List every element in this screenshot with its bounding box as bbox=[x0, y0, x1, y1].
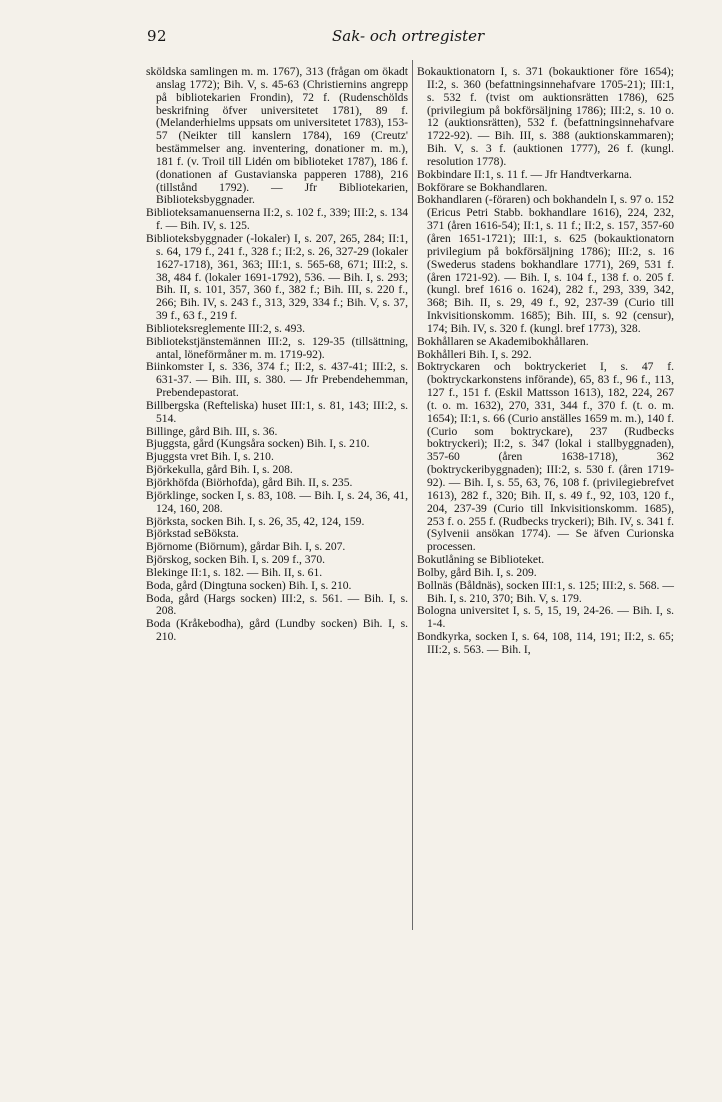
index-entry: Björkekulla, gård Bih. I, s. 208. bbox=[146, 463, 293, 477]
index-entry: Boda, gård (Hargs socken) III:2, s. 561. — Bih. I, s. 208. bbox=[146, 591, 408, 618]
column-divider bbox=[412, 60, 413, 930]
index-entry: Bokhandlaren (-föraren) och bokhandeln I, s. 97 o. 152 (Ericus Petri Stabb. bokhandlare 1616), 224, 232, 371 (åren 1616-54); II:1, s. 11 f.; II:2, s. 157, 357-60 (åren 1651-1721); III:1, s. 625 (bokauktionatorn privilegium på bokförsäljning 1786); III:2, s. 16 (Swederus stadens bokhandlare 1771), 269, 531 f. (åren 1721-92). — Bih. I, s. 104 f., 138 f. o. 205 f. (kungl. bref 1616 o. 1624), 282 f., 293, 339, 342, 368; Bih. II, s. 29, 49 f., 92, 237-39 (Curio till Inkvisitionskomm. 1685); Bih. III, s. 92 (censur), 174; Bih. IV, s. 320 f. (kungl. bref 1773), 328. bbox=[417, 193, 674, 335]
index-entry: Bokhållaren se Akademibokhållaren. bbox=[417, 334, 589, 348]
page-number: 92 bbox=[147, 27, 168, 45]
index-entry: Björnome (Biörnum), gårdar Bih. I, s. 207. bbox=[146, 540, 346, 554]
index-entry: Boda, gård (Dingtuna socken) Bih. I, s. 210. bbox=[146, 578, 352, 592]
index-entry: Billinge, gård Bih. III, s. 36. bbox=[146, 424, 278, 438]
index-entry: Björkstad seBöksta. bbox=[146, 527, 239, 541]
index-entry: Billbergska (Refteliska) huset III:1, s. 81, 143; III:2, s. 514. bbox=[146, 398, 408, 425]
index-entry: Bjuggsta, gård (Kungsåra socken) Bih. I, s. 210. bbox=[146, 437, 370, 451]
index-entry: Björklinge, socken I, s. 83, 108. — Bih. I, s. 24, 36, 41, 124, 160, 208. bbox=[146, 488, 408, 515]
index-entry: Bibliotekstjänstemännen III:2, s. 129-35 (tillsättning, antal, löneförmåner m. m. 1719-92). bbox=[146, 334, 408, 361]
index-entry: Bokauktionatorn I, s. 371 (bokauktioner före 1654); II:2, s. 360 (befattningsinnehafvare 1705-21); III:1, s. 532 f. (tvist om auktionsrätten 1786), 625 (privilegium på bokförsäljning 1786); III:2, s. 10 o. 12 (auktionsrätten), 532 f. (befattningsinnehafvare 1722-92). — Bih. III, s. 388 (auktionskammaren); Bih. V, s. 3 f. (auktionen 1777), 26 f. (kungl. resolution 1778). bbox=[417, 65, 674, 168]
index-column-left bbox=[146, 66, 408, 644]
index-entry: Björksta, socken Bih. I, s. 26, 35, 42, 124, 159. bbox=[146, 514, 365, 528]
index-entry: Bjuggsta vret Bih. I, s. 210. bbox=[146, 450, 274, 464]
index-entry: Biblioteksamanuenserna II:2, s. 102 f., 339; III:2, s. 134 f. — Bih. IV, s. 125. bbox=[146, 206, 408, 233]
index-entry: Bokutlåning se Biblioteket. bbox=[417, 553, 545, 567]
index-entry: Biblioteksreglemente III:2, s. 493. bbox=[146, 321, 306, 335]
index-entry: Björskog, socken Bih. I, s. 209 f., 370. bbox=[146, 553, 326, 567]
index-entry: Bondkyrka, socken I, s. 64, 108, 114, 191; II:2, s. 65; III:2, s. 563. — Bih. I, bbox=[417, 630, 674, 656]
index-entry: Biblioteksbyggnader (-lokaler) I, s. 207, 265, 284; II:1, s. 64, 179 f., 241 f., 328 f.; II:2, s. 26, 327-29 (lokaler 1627-1718), 361, 363; III:1, s. 565-68, 671; III:2, s. 38, 484 f. (lokaler 1691-1792), 536. — Bih. I, s. 293; Bih. II, s. 101, 357, 360 f., 382 f.; Bih. III, s. 220 f., 266; Bih. IV, s. 243 f., 313, 329, 334 f.; Bih. V, s. 37, 39 f., 63 f., 219 f. bbox=[146, 231, 408, 323]
index-entry: Biinkomster I, s. 336, 374 f.; II:2, s. 437-41; III:2, s. 631-37. — Bih. III, s. 380. — Jfr Prebendehemman, Prebendepastorat. bbox=[146, 360, 408, 400]
index-entry: Bologna universitet I, s. 5, 15, 19, 24-26. — Bih. I, s. 1-4. bbox=[417, 604, 674, 631]
index-entry: sköldska samlingen m. m. 1767), 313 (frågan om ökadt anslag 1772); Bih. V, s. 45-63 (Christiernins angrepp på bibliotekarien Frondin), 72 f. (Rudenschölds beskrifning öfver universitetet 1781), 89 f. (Melanderhielms uppsats om universitetet 1783), 153-57 (Neikter till kanslern 1784), 169 (Creutz' bestämmelser ang. inventering, donationer m. m.), 181 f. (v. Troil till Lidén om biblioteket 1787), 186 f. (donationen af Gustavianska papperen 1788), 216 (tillstånd 1792). — Jfr Bibliotekarien, Biblioteksbyggnader. bbox=[146, 65, 408, 207]
index-entry: Björkhöfda (Biörhofda), gård Bih. II, s. 235. bbox=[146, 476, 353, 489]
running-head: Sak- och ortregister bbox=[332, 27, 485, 45]
index-entry: Bollnäs (Båldnäs), socken III:1, s. 125; III:2, s. 568. — Bih. I, s. 210, 370; Bih. V, s. 179. bbox=[417, 578, 674, 605]
index-entry: Boda (Kråkebodha), gård (Lundby socken) Bih. I, s. 210. bbox=[146, 617, 408, 644]
index-column-right bbox=[417, 66, 674, 657]
index-entry: Bokbindare II:1, s. 11 f. — Jfr Handtverkarna. bbox=[417, 167, 632, 181]
index-entry: Boktryckaren och boktryckeriet I, s. 47 f. (boktryckarkonstens införande), 65, 83 f., 96 f., 113, 127 f., 151 f. (Eskil Mattsson 1613), 182, 224, 267 (t. o. m. 1632), 270, 331, 344 f., 370 f. (t. o. m. 1654); II:1, s. 66 (Curio anställes 1659 m. m.), 140 f. (Curio som boktryckare), 237 (Rudbecks boktryckeri); II:2, s. 347 (lokal i stallbyggnaden), 357-60 (åren 1638-1718), 362 (boktryckeribyggnaden); III:2, s. 530 f. (åren 1719-92). — Bih. I, s. 55, 63, 76, 108 f. (privilegiebrefvet 1613), 282 f., 320; Bih. II, s. 49 f., 92, 103, 120 f., 204, 237-39 (Curio till Inkvisitionskomm. 1685), 253 f. o. 255 f. (Rudbecks tryckeri); Bih. IV, s. 341 f. (Sylvenii ansökan 1774). — Se äfven Curionska processen. bbox=[417, 360, 674, 554]
index-entry: Bokhålleri Bih. I, s. 292. bbox=[417, 347, 532, 361]
index-entry: Blekinge II:1, s. 182. — Bih. II, s. 61. bbox=[146, 565, 323, 579]
index-entry: Bolby, gård Bih. I, s. 209. bbox=[417, 565, 537, 579]
index-entry: Bokförare se Bokhandlaren. bbox=[417, 180, 548, 194]
